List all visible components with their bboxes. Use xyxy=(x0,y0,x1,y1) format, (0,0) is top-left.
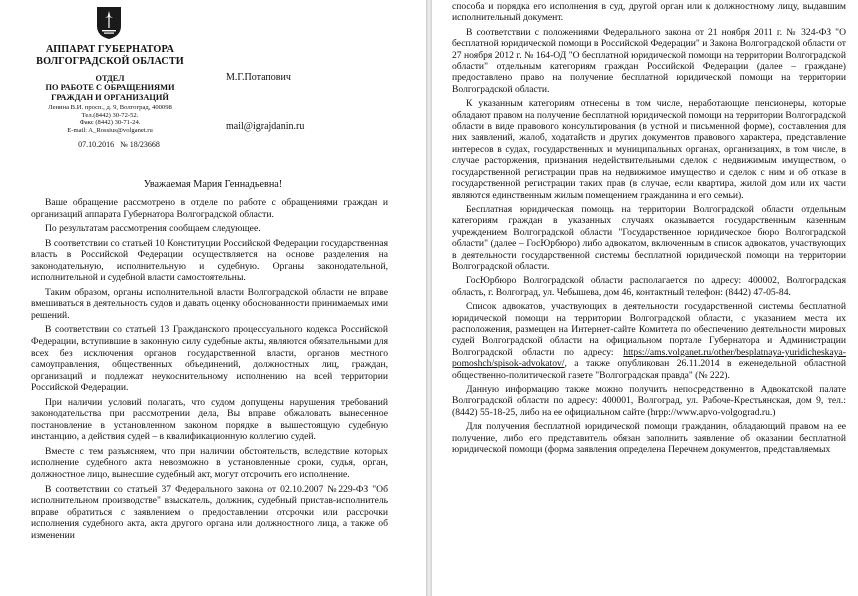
body-paragraph: Данную информацию также можно получить непосредственно в Адвокатской палате Волгоградской области по адресу: 400001, Волгоград, ул. Рабоче-Крестьянская, дом 9, тел.: (8442) 55-18-25, либо на ее официальном сайте (hrpp://www.apvo-volgograd.ru.) xyxy=(452,384,846,418)
body-paragraph: По результатам рассмотрения сообщаем следующее. xyxy=(45,223,261,235)
letter-date: 07.10.2016 xyxy=(78,140,115,149)
advocates-list-link[interactable]: https://ams.volganet.ru/other/besplatnaya-yuridicheskaya-pomoshch/spisok-advokatov/ xyxy=(452,346,846,370)
body-paragraph: способа и порядка его исполнения в суд, другой орган или к должностному лицу, выдавшим исполнительный документ. xyxy=(452,1,846,24)
department-title xyxy=(30,74,190,102)
address-line: Ленина В.И. просп., д. 9, Волгоград, 400098 xyxy=(48,104,172,111)
body-paragraph: В соответствии со статьей 37 Федерального закона от 02.10.2007 №229-ФЗ "Об исполнительном производстве" взыскатель, должник, судебный пристав-исполнитель вправе обратиться с заявлением о предоставлении отсрочки или рассрочки исполнения судебного акта, акта другого органа или должностного лица, а также об изменении xyxy=(31,483,388,541)
body-paragraph: Ваше обращение рассмотрено в отделе по работе с обращениями граждан и организаций аппарата Губернатора Волгоградской области. xyxy=(31,197,388,220)
body-paragraph: При наличии условий полагать, что судом допущены нарушения требований законодательства при рассмотрении дела, Вы вправе обжаловать вынесенное постановление в установленном законом порядке в вышестоящую судебную инстанцию, а действия судей – в квалификационную коллегию судей. xyxy=(31,396,388,443)
body-paragraph: Для получения бесплатной юридической помощи гражданин, обладающий правом на ее получение, либо его представитель обязан заполнить заявление об оказании бесплатной юридической помощи (форма заявления определена Перечнем документов, представляемых xyxy=(452,421,846,456)
body-paragraph xyxy=(452,301,846,381)
body-paragraph: К указанным категориям отнесены в том числе, неработающие пенсионеры, которые обладают правом на получение бесплатной юридической помощи на территории Волгоградской области в виде правового консультирования (в устной и письменной форме), составления для них заявлений, жалоб, ходатайств и других документов правового характера, представление интересов в судах, государственных и муниципальных органах, организациях, в том числе, в случае расторжения, признания недействительными сделок с недвижимым имуществом, о государственной регистрации прав на недвижимое имущество и сделок с ним и об отказе в государственной регистрации таких прав (в случае, если квартира, жилой дом или их части являются единственным жилым помещением гражданина и его семьи). xyxy=(452,98,846,201)
letter-page-1 xyxy=(0,0,426,596)
body-paragraph: В соответствии со статьей 13 Гражданского процессуального кодекса Российской Федерации, вступившие в законную силу судебные акты, являются обязательными для всех без исключения органов государственной власти, органов местного самоуправления, общественных объединений, должностных лиц, граждан, организаций и подлежат неукоснительному исполнению на всей территории Российской Федерации. xyxy=(31,324,388,394)
dept-title-line: ПО РАБОТЕ С ОБРАЩЕНИЯМИ xyxy=(45,83,175,93)
address-line: E-mail: A_Rossius@volganet.ru xyxy=(67,126,153,134)
org-title-line: АППАРАТ ГУБЕРНАТОРА xyxy=(46,44,174,55)
recipient-email: mail@igrajdanin.ru xyxy=(226,121,305,132)
body-paragraph: В соответствии с положениями Федерального закона от 21 ноября 2011 г. № 324-ФЗ "О бесплатной юридической помощи в Российской Федерации" и Закона Волгоградской области от 27 ноября 2012 г. № 164-ОД "О бесплатной юридической помощи на территории Волгоградской области" отдельным категориям граждан Российской Федерации (далее – граждане) предоставлено право на получение бесплатной юридической помощи на территории Волгоградской области. xyxy=(452,26,846,95)
advocates-list-text-end: , а также опубликован 26.11.2014 в еженедельной областной общественно-политической газете "Волгоградская правда" (№ 222). xyxy=(452,358,846,381)
letter-page-2 xyxy=(432,0,858,596)
reference-line xyxy=(44,140,194,150)
org-title-line: ВОЛГОГРАДСКОЙ ОБЛАСТИ xyxy=(36,55,184,67)
dept-title-line: ГРАЖДАН И ОРГАНИЗАЦИЙ xyxy=(51,92,169,102)
dept-title-line: ОТДЕЛ xyxy=(95,74,125,83)
address-line: Тел.(8442) 30-72-52. xyxy=(81,111,139,119)
letter-number: № 18/23668 xyxy=(120,140,160,149)
letter-body-right xyxy=(452,1,846,458)
sender-address xyxy=(24,104,196,134)
volgograd-emblem-icon xyxy=(96,6,122,40)
body-paragraph: ГосЮрбюро Волгоградской области располагается по адресу: 400002, Волгоградская область, г. Волгоград, ул. Чебышева, дом 46, контактный телефон: (8442) 47-05-84. xyxy=(452,275,846,298)
letter-body-left xyxy=(31,197,388,544)
address-line: Факс (8442) 30-71-24. xyxy=(79,119,141,127)
body-paragraph: Вместе с тем разъясняем, что при наличии обстоятельств, вследствие которых исполнение судебного акта невозможно в установленные сроки, судья, орган, должностное лицо, вынесшие судебный акт, могут отсрочить его исполнение. xyxy=(31,445,388,481)
body-paragraph: В соответствии со статьей 10 Конституции Российской Федерации государственная власть в Российской Федерации осуществляется на основе разделения на законодательную, исполнительную и судебную. Органы законодательной, исполнительной и судебной власти самостоятельны. xyxy=(31,237,388,284)
body-paragraph: Таким образом, органы исполнительной власти Волгоградской области не вправе вмешиваться в деятельность судов и давать оценку обоснованности принимаемых ими решений. xyxy=(31,286,388,321)
recipient-name: М.Г.Потапович xyxy=(226,72,291,83)
body-paragraph: Бесплатная юридическая помощь на территории Волгоградской области отдельным категориям граждан в указанных случаях оказывается государственным казенным учреждением Волгоградской области "Государственное юридическое бюро Волгоградской области" (далее – ГосЮрбюро) либо адвокатом, включенным в список адвокатов, участвующих в деятельности государственной системы бесплатной юридической помощи на территории Волгоградской области. xyxy=(452,203,846,272)
salutation: Уважаемая Мария Геннадьевна! xyxy=(143,179,283,190)
advocates-list-text: Список адвокатов, участвующих в деятельности государственной системы бесплатной юридической помощи на территории Волгоградской области, с указанием места их расположения, размещен на Интернет-сайте Комитета по обеспечению деятельности мировых судей Волгоградской области на официальном портале Губернатора и Администрации Волгоградской области по адресу: xyxy=(452,301,846,358)
organization-title xyxy=(30,44,190,67)
